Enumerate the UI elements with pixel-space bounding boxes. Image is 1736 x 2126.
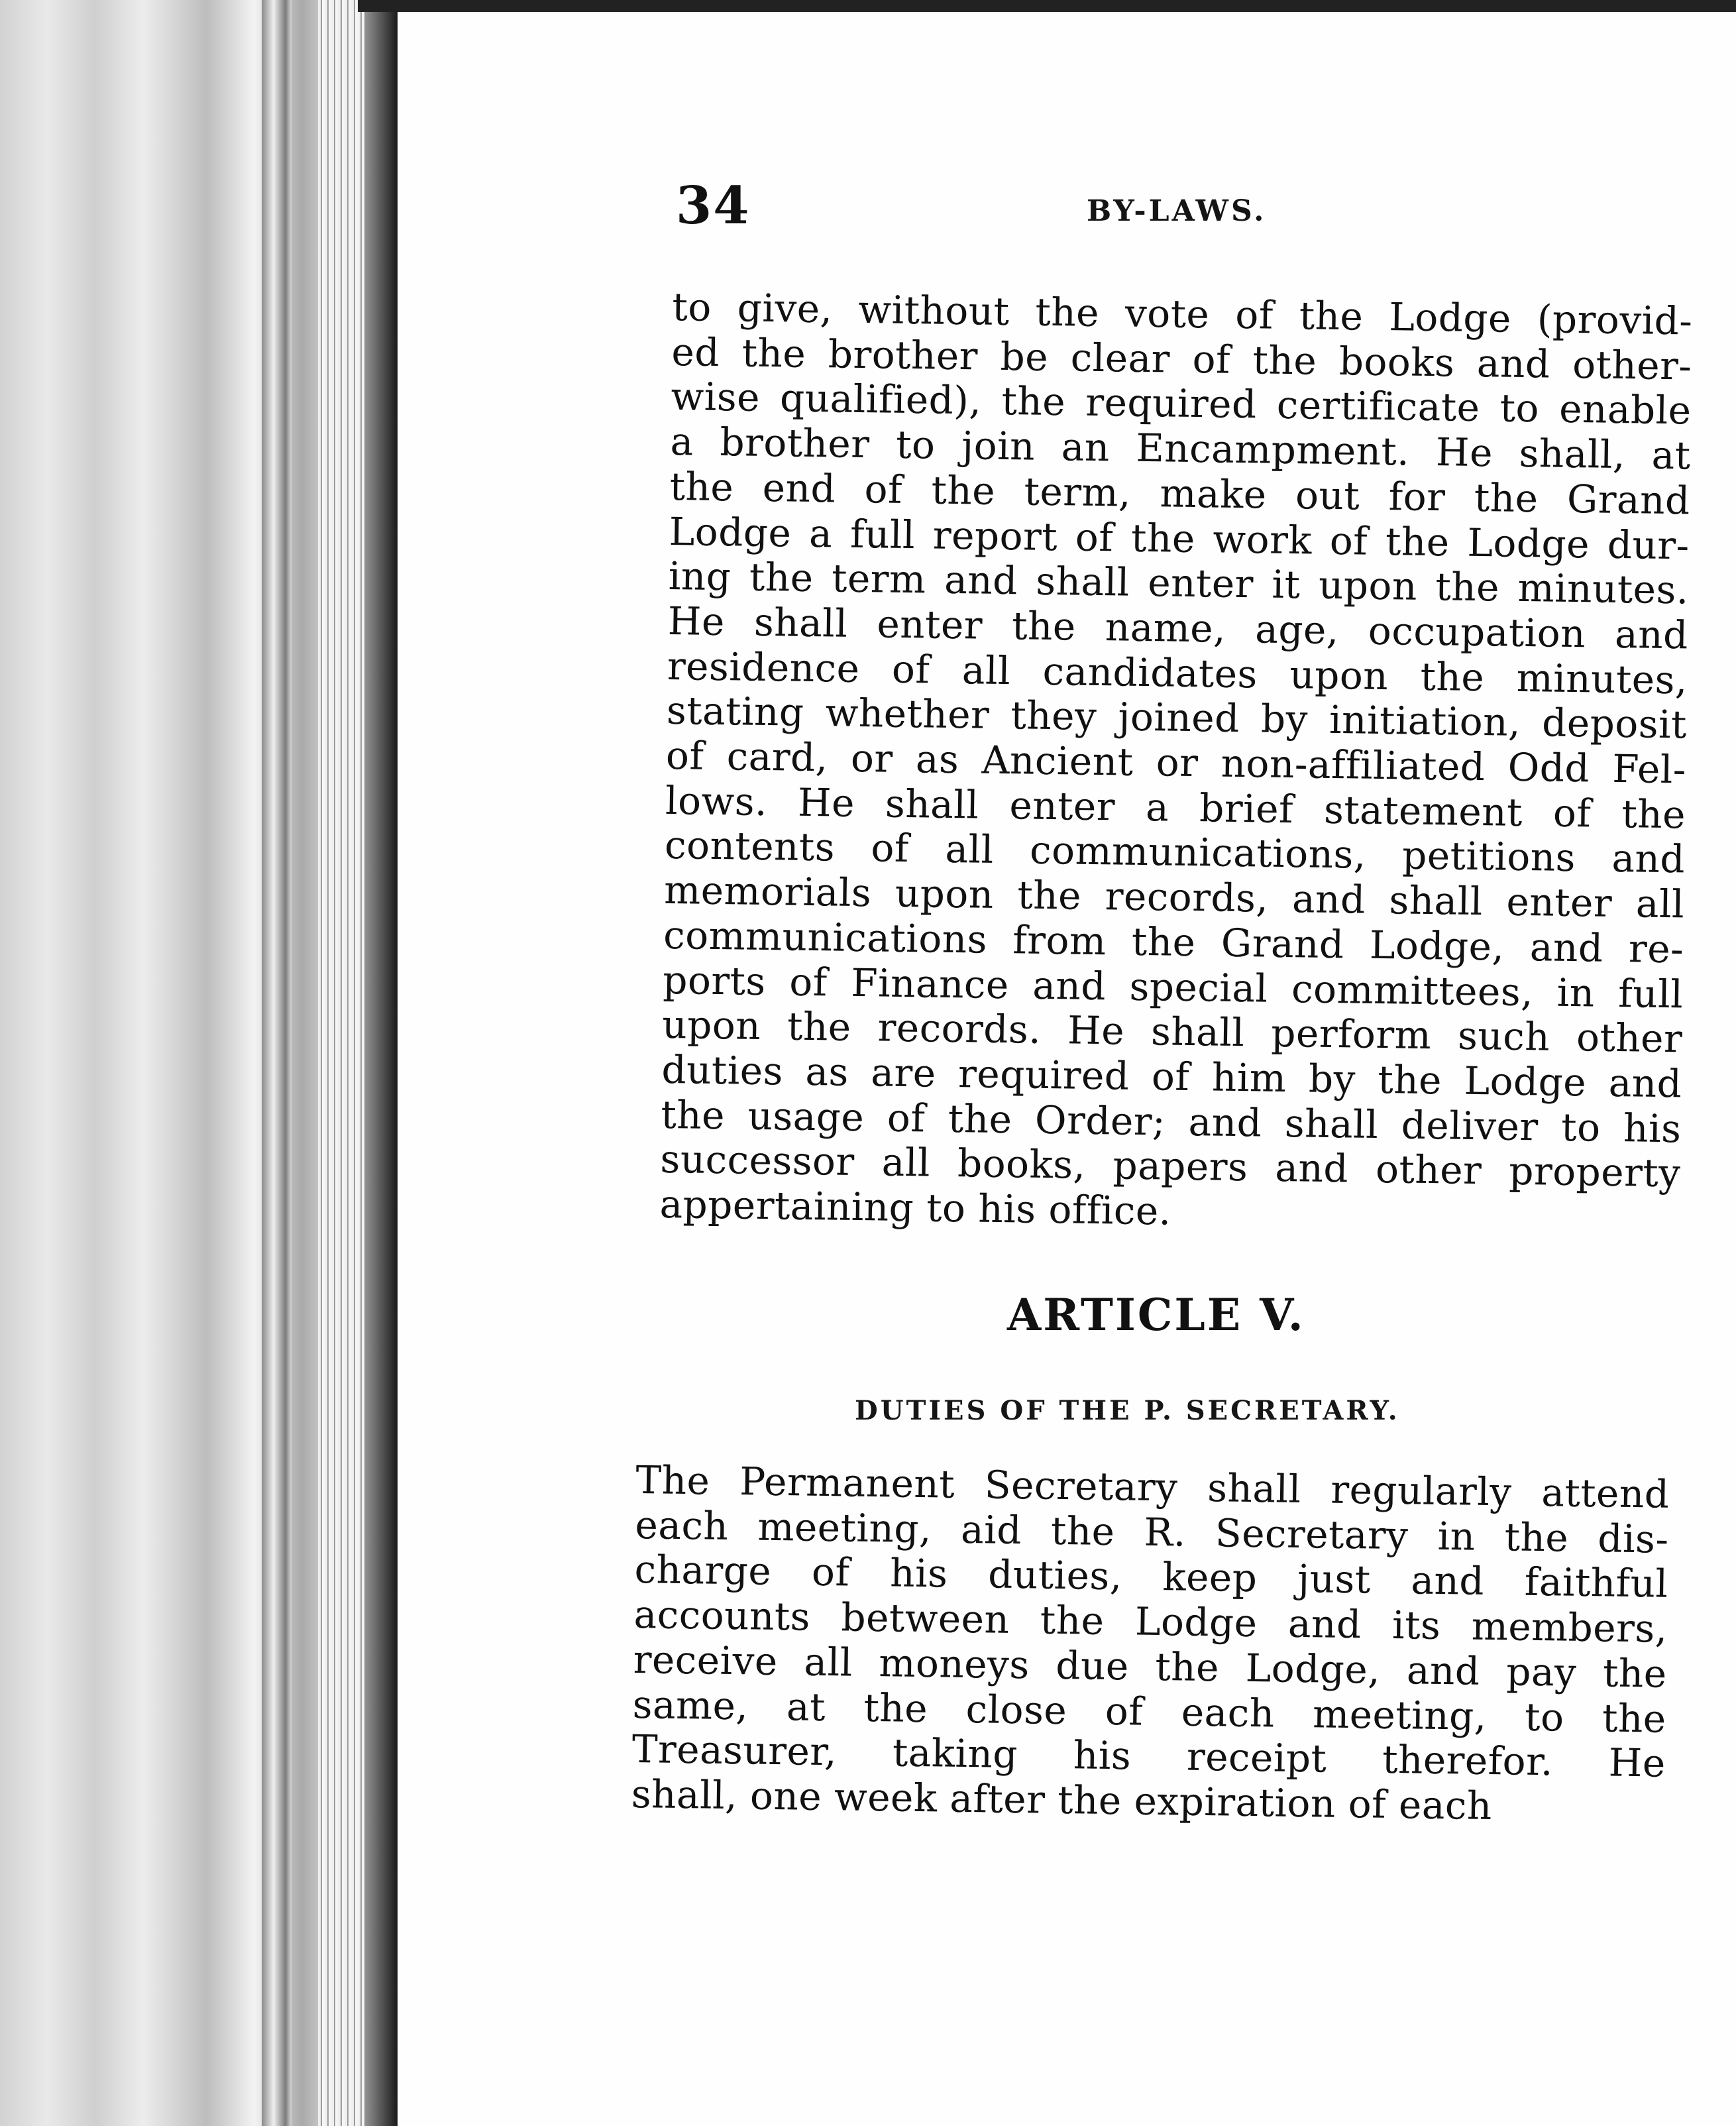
continuation-paragraph: [659, 285, 1693, 1241]
text-line: ports of Finance and special committees, in full: [662, 957, 1684, 1017]
text-line: successor all books, papers and other property: [660, 1137, 1681, 1196]
text-line: receive all moneys due the Lodge, and pay the: [633, 1636, 1668, 1697]
text-line: accounts between the Lodge and its members,: [633, 1592, 1668, 1651]
article-heading: ARTICLE V.: [1007, 1289, 1305, 1341]
text-line: ing the term and shall enter it upon the minutes.: [668, 553, 1690, 613]
text-line: the end of the term, make out for the Grand: [669, 463, 1691, 524]
text-line: the usage of the Order; and shall deliver to his: [661, 1091, 1682, 1152]
text-line: charge of his duties, keep just and faithful: [634, 1547, 1668, 1607]
text-line: each meeting, aid the R. Secretary in the dis-: [635, 1502, 1669, 1562]
text-line: contents of all communications, petitions and: [664, 822, 1686, 882]
book-binding-edge: [0, 0, 398, 2126]
text-line: duties as are required of him by the Lodge and: [661, 1046, 1682, 1107]
text-line: communications from the Grand Lodge, and re-: [663, 912, 1684, 972]
top-shadow: [358, 0, 1736, 12]
text-line: lows. He shall enter a brief statement of the: [665, 777, 1686, 838]
text-line: to give, without the vote of the Lodge (provid-: [672, 284, 1693, 344]
section-subheading: DUTIES OF THE P. SECRETARY.: [855, 1395, 1400, 1426]
text-line: He shall enter the name, age, occupation and: [667, 598, 1689, 658]
text-line: Lodge a full report of the work of the Lodge dur-: [669, 508, 1690, 568]
text-line: wise qualified), the required certificate to enable: [671, 374, 1692, 433]
text-line: residence of all candidates upon the minutes,: [667, 643, 1688, 703]
text-line: memorials upon the records, and shall enter all: [663, 867, 1685, 927]
text-line: upon the records. He shall perform such other: [661, 1002, 1683, 1062]
text-line: of card, or as Ancient or non-affiliated Odd Fel-: [665, 732, 1687, 793]
text-line: stating whether they joined by initiation, deposit: [666, 688, 1688, 748]
running-head: BY-LAWS.: [1087, 194, 1267, 228]
text-line: Treasurer, taking his receipt therefor. He: [631, 1726, 1666, 1786]
text-line: appertaining to his office.: [659, 1181, 1172, 1234]
article-paragraph: [631, 1458, 1669, 1831]
text-line: a brother to join an Encampment. He shall, at: [670, 419, 1692, 478]
text-line: same, at the close of each meeting, to the: [632, 1681, 1667, 1742]
page-number: 34: [676, 176, 751, 236]
text-line: The Permanent Secretary shall regularly attend: [635, 1457, 1670, 1517]
page-header: [676, 176, 1656, 249]
text-line: ed the brother be clear of the books and other-: [671, 329, 1692, 389]
text-line: shall, one week after the expiration of each: [631, 1771, 1493, 1829]
